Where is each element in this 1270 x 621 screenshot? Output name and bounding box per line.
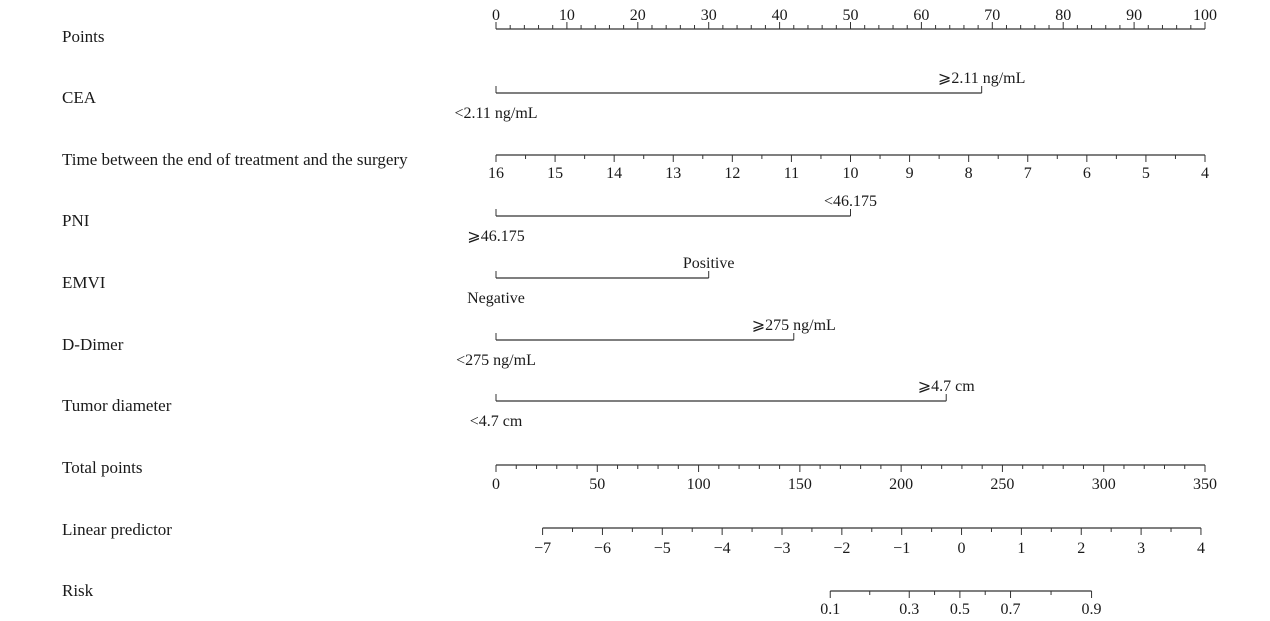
d-dimer-level-label: ⩾275 ng/mL bbox=[751, 317, 836, 334]
risk-tick-label: 0.3 bbox=[899, 601, 920, 618]
points-tick-label: 100 bbox=[1193, 7, 1217, 24]
row-label-time-between-the-end-of-treatment-and-the-surgery: Time between the end of treatment and the surgery bbox=[62, 150, 408, 169]
linear-predictor-tick-label: −6 bbox=[593, 540, 611, 557]
points-tick-label: 20 bbox=[629, 7, 646, 24]
linear-predictor-tick-label: 4 bbox=[1196, 540, 1205, 557]
time-tick-label: 12 bbox=[724, 165, 741, 182]
points-tick-label: 40 bbox=[771, 7, 788, 24]
total-points-tick-label: 50 bbox=[589, 476, 606, 493]
total-points-tick-label: 0 bbox=[492, 476, 500, 493]
linear-predictor-tick-label: −7 bbox=[534, 540, 552, 557]
linear-predictor-tick-label: −1 bbox=[893, 540, 911, 557]
total-points-tick-label: 150 bbox=[787, 476, 812, 493]
points-tick-label: 80 bbox=[1055, 7, 1072, 24]
linear-predictor-tick-label: 0 bbox=[957, 540, 966, 557]
risk-tick-label: 0.1 bbox=[820, 601, 841, 618]
emvi-level-label: Positive bbox=[682, 255, 735, 272]
time-tick-label: 8 bbox=[964, 165, 973, 182]
emvi-level-label: Negative bbox=[467, 290, 525, 307]
tumor-diameter-level-label: <4.7 cm bbox=[469, 413, 523, 430]
linear-predictor-tick-label: 3 bbox=[1137, 540, 1146, 557]
row-label-tumor-diameter: Tumor diameter bbox=[62, 396, 172, 415]
points-tick-label: 0 bbox=[492, 7, 500, 24]
points-tick-label: 10 bbox=[558, 7, 575, 24]
time-tick-label: 6 bbox=[1082, 165, 1091, 182]
time-tick-label: 7 bbox=[1023, 165, 1032, 182]
total-points-tick-label: 300 bbox=[1091, 476, 1116, 493]
pni-level-label: <46.175 bbox=[823, 193, 878, 210]
points-tick-label: 50 bbox=[842, 7, 859, 24]
tumor-diameter-level-label: ⩾4.7 cm bbox=[917, 378, 975, 395]
total-points-tick-label: 200 bbox=[889, 476, 914, 493]
row-label-pni: PNI bbox=[62, 211, 90, 230]
linear-predictor-tick-label: 2 bbox=[1077, 540, 1086, 557]
row-label-linear-predictor: Linear predictor bbox=[62, 520, 172, 539]
risk-tick-label: 0.7 bbox=[1000, 601, 1021, 618]
total-points-tick-label: 100 bbox=[686, 476, 711, 493]
risk-tick-label: 0.5 bbox=[949, 601, 970, 618]
time-tick-label: 16 bbox=[488, 165, 504, 182]
time-tick-label: 9 bbox=[905, 165, 914, 182]
pni-level-label: ⩾46.175 bbox=[467, 228, 525, 245]
time-tick-label: 15 bbox=[547, 165, 564, 182]
time-tick-label: 4 bbox=[1201, 165, 1209, 182]
row-label-cea: CEA bbox=[62, 88, 96, 107]
time-tick-label: 10 bbox=[842, 165, 859, 182]
time-tick-label: 11 bbox=[783, 165, 800, 182]
row-label-d-dimer: D-Dimer bbox=[62, 335, 124, 354]
row-label-points: Points bbox=[62, 27, 105, 46]
linear-predictor-tick-label: −5 bbox=[653, 540, 671, 557]
cea-level-label: <2.11 ng/mL bbox=[454, 105, 538, 122]
linear-predictor-tick-label: 1 bbox=[1017, 540, 1026, 557]
row-label-total-points: Total points bbox=[62, 458, 143, 477]
time-tick-label: 13 bbox=[665, 165, 682, 182]
total-points-tick-label: 350 bbox=[1193, 476, 1217, 493]
time-tick-label: 14 bbox=[606, 165, 623, 182]
points-tick-label: 70 bbox=[984, 7, 1001, 24]
points-tick-label: 90 bbox=[1126, 7, 1143, 24]
time-tick-label: 5 bbox=[1141, 165, 1150, 182]
cea-level-label: ⩾2.11 ng/mL bbox=[937, 70, 1026, 87]
total-points-tick-label: 250 bbox=[990, 476, 1015, 493]
row-label-emvi: EMVI bbox=[62, 273, 106, 292]
risk-tick-label: 0.9 bbox=[1081, 601, 1102, 618]
linear-predictor-tick-label: −3 bbox=[773, 540, 791, 557]
linear-predictor-tick-label: −4 bbox=[713, 540, 731, 557]
row-label-risk: Risk bbox=[62, 581, 94, 600]
d-dimer-level-label: <275 ng/mL bbox=[456, 352, 536, 369]
linear-predictor-tick-label: −2 bbox=[833, 540, 851, 557]
points-tick-label: 30 bbox=[700, 7, 717, 24]
points-tick-label: 60 bbox=[913, 7, 930, 24]
